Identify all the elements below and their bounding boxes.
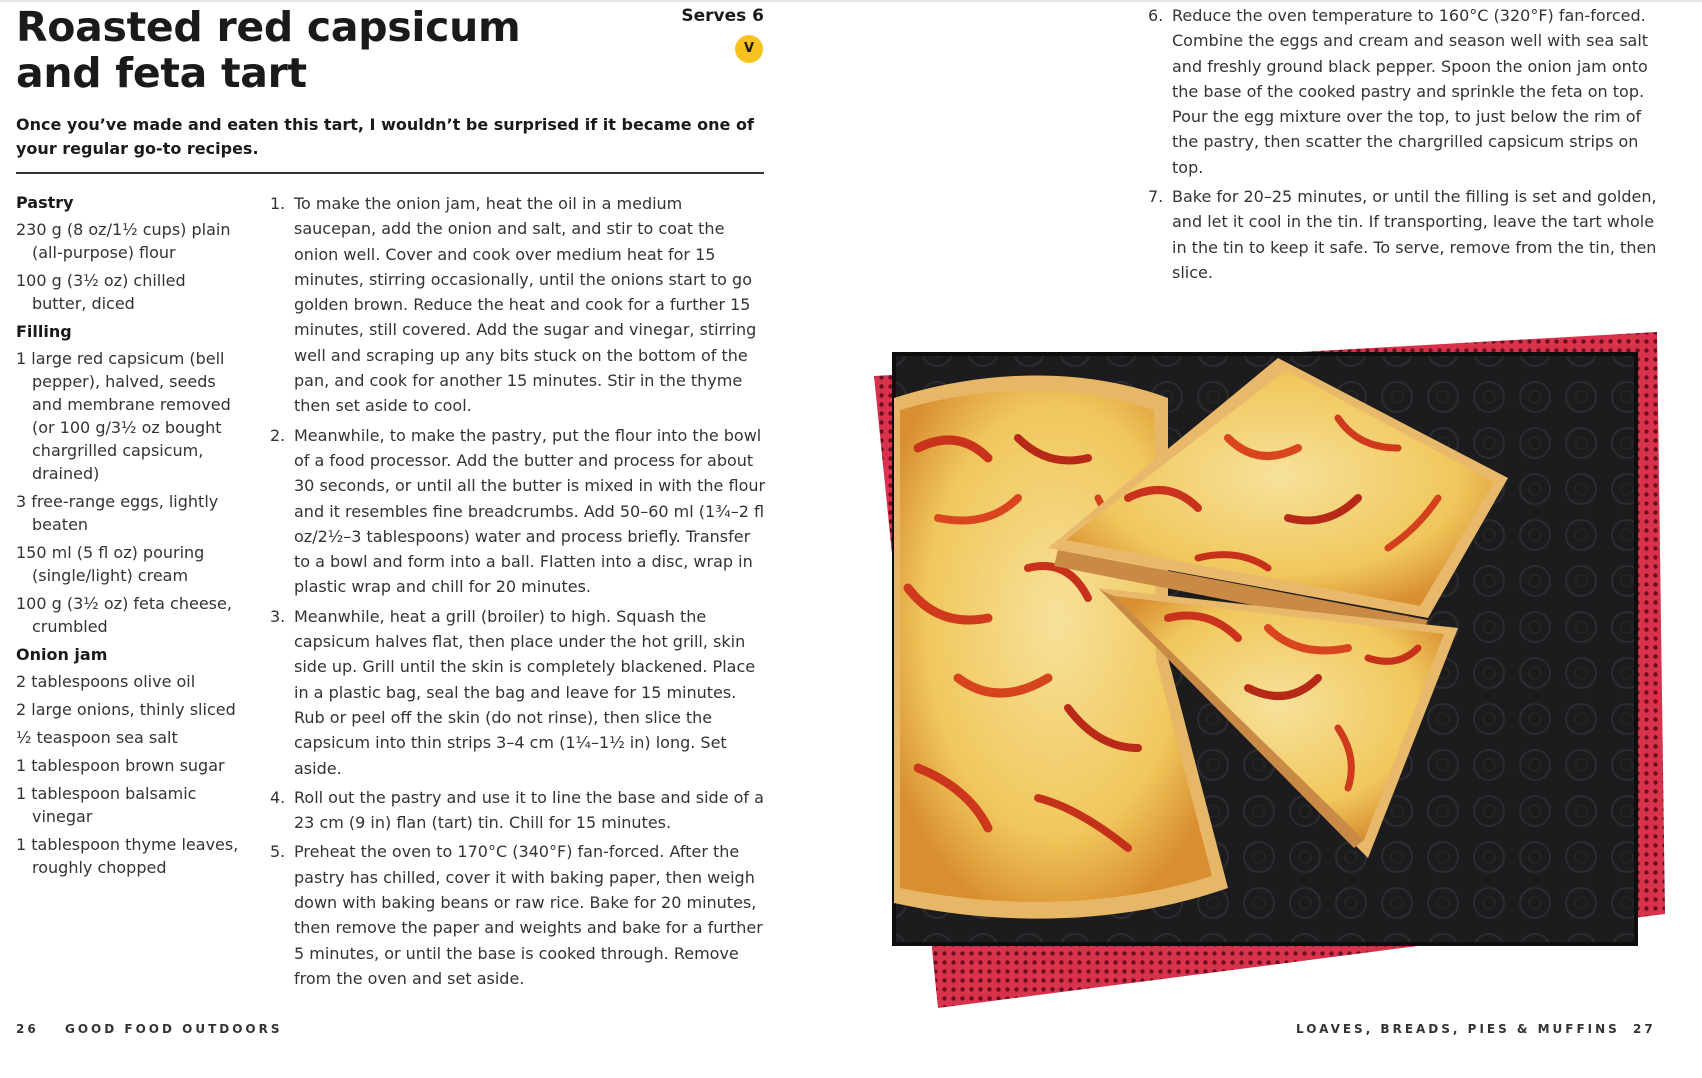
step-number: 4. (270, 787, 286, 807)
left-page-number: 26 (16, 1022, 39, 1036)
recipe-intro: Once you’ve made and eaten this tart, I wouldn’t be surprised if it became one of your regular go-to recipes. (16, 115, 754, 158)
ingredient-item: ½ teaspoon sea salt (16, 728, 178, 747)
ingredient-item: 230 g (8 oz/1½ cups) plain (all-purpose) flour (16, 220, 231, 262)
tart-photo (868, 328, 1668, 1008)
step-number: 7. (1148, 187, 1164, 207)
step-number: 3. (270, 606, 286, 626)
method-step (1148, 3, 1658, 180)
ingredient-item: 1 tablespoon balsamic vinegar (16, 784, 197, 826)
recipe-title-line-2: and feta tart (16, 49, 307, 97)
step-number: 6. (1148, 6, 1164, 25)
ingredient-item: 1 tablespoon thyme leaves, roughly chopped (16, 835, 239, 877)
method-step (270, 839, 766, 991)
method-step (270, 604, 766, 781)
step-text: Preheat the oven to 170°C (340°F) fan-forced. After the pastry has chilled, cover it with baking paper, then weigh down with baking beans or raw rice. Bake for 20 minutes, then remove the paper and weights and bake for a further 5 minutes, or until the base is cooked through. Remove from the oven and set aside. (294, 842, 763, 988)
ingredient-item: 100 g (3½ oz) feta cheese, crumbled (16, 594, 232, 636)
recipe-title (16, 4, 616, 96)
ingredient-heading-onion-jam: Onion jam (16, 645, 108, 664)
ingredient-item: 150 ml (5 fl oz) pouring (single/light) cream (16, 543, 205, 585)
ingredient-item: 100 g (3½ oz) chilled butter, diced (16, 271, 186, 313)
ingredients-list (16, 189, 241, 884)
method-step (270, 423, 766, 600)
method-step (1148, 184, 1658, 285)
step-text: Meanwhile, to make the pastry, put the flour into the bowl of a food processor. Add the butter and process for about 30 seconds, or until all the butter is mixed in with the flour and it resembles fine breadcrumbs. Add 50–60 ml (1¾–2 fl oz/2½–3 tablespoons) water and process briefly. Transfer to a bowl and form into a ball. Flatten into a disc, wrap in plastic wrap and chill for 20 minutes. (294, 425, 766, 597)
method-steps-left (270, 191, 766, 995)
step-number: 5. (270, 842, 286, 862)
right-page-number: 27 (1633, 1022, 1656, 1036)
step-number: 2. (270, 425, 286, 445)
method-step (270, 191, 766, 419)
ingredient-item: 1 tablespoon brown sugar (16, 756, 225, 775)
step-number: 1. (270, 194, 286, 213)
recipe-title-line-1: Roasted red capsicum (16, 3, 521, 51)
step-text: Meanwhile, heat a grill (broiler) to high. Squash the capsicum halves flat, then place under the hot grill, skin side up. Grill until the skin is completely blackened. Place in a plastic bag, seal the bag and leave for 15 minutes. Rub or peel off the skin (do not rinse), then slice the capsicum into thin strips 3–4 cm (1¼–1½ in) long. Set aside. (294, 606, 756, 778)
ingredient-heading-filling: Filling (16, 322, 72, 341)
step-text: Roll out the pastry and use it to line the base and side of a 23 cm (9 in) flan (tart) tin. Chill for 15 minutes. (294, 787, 764, 833)
step-text: Reduce the oven temperature to 160°C (320°F) fan-forced. Combine the eggs and cream and season well with sea salt and freshly ground black pepper. Spoon the onion jam onto the base of the cooked pastry and sprinkle the feta on top. Pour the egg mixture over the top, to just below the rim of the pastry, then scatter the chargrilled capsicum strips on top. (1172, 6, 1649, 177)
ingredient-item: 2 tablespoons olive oil (16, 672, 196, 691)
method-steps-right (1148, 3, 1658, 289)
ingredient-item: 3 free-range eggs, lightly beaten (16, 492, 219, 534)
step-text: Bake for 20–25 minutes, or until the filling is set and golden, and let it cool in the tin. If transporting, leave the tart whole in the tin to keep it safe. To serve, remove from the tin, then slice. (1172, 187, 1657, 282)
left-running-title: GOOD FOOD OUTDOORS (65, 1022, 283, 1036)
ingredient-item: 2 large onions, thinly sliced (16, 700, 236, 719)
header-divider (16, 172, 764, 174)
vegetarian-badge-icon: V (735, 35, 763, 63)
top-edge-line (0, 0, 1702, 2)
ingredient-heading-pastry: Pastry (16, 193, 74, 212)
step-text: To make the onion jam, heat the oil in a medium saucepan, add the onion and salt, and stir to coat the onion well. Cover and cook over medium heat for 15 minutes, stirring occasionally, until the onions start to go golden brown. Reduce the heat and cook for a further 15 minutes, still covered. Add the sugar and vinegar, stirring well and scraping up any bits stuck on the bottom of the pan, and cook for another 15 minutes. Stir in the thyme then set aside to cool. (294, 194, 757, 416)
serves-count: Serves 6 (681, 6, 764, 26)
ingredient-item: 1 large red capsicum (bell pepper), halved, seeds and membrane removed (or 100 g/3½ oz bought chargrilled capsicum, drained) (16, 349, 231, 483)
right-running-title: LOAVES, BREADS, PIES & MUFFINS (1296, 1022, 1620, 1036)
tart-photo-illustration (868, 328, 1668, 1008)
method-step (270, 785, 766, 836)
